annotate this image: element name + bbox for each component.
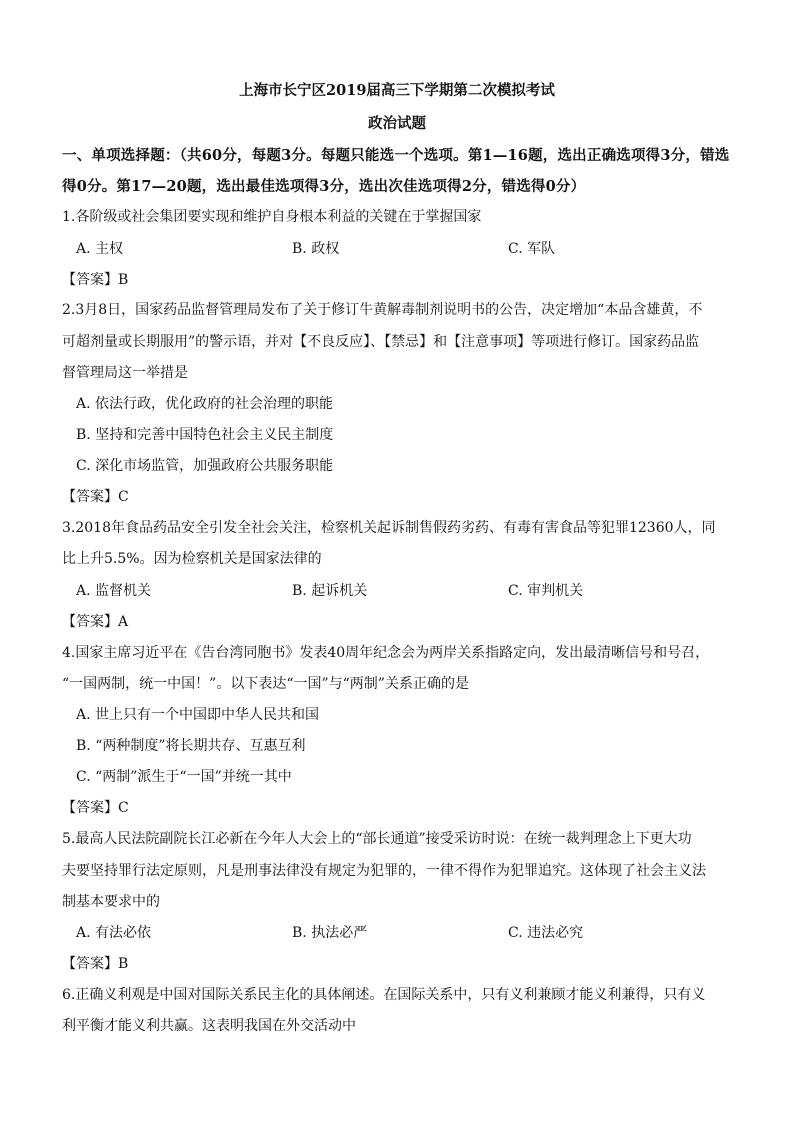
question-2-stem-line-2: 可超剂量或长期服用”的警示语，并对【不良反应】、【禁忌】和【注意事项】等项进行修订。国家药品监 [62, 334, 700, 350]
question-1-options [76, 238, 736, 260]
question-4-stem-line-2: “一国两制，统一中国！”。以下表达“一国”与“两制”关系正确的是 [62, 676, 469, 692]
section-instruction-line-1: 一、单项选择题：（共60分，每题3分。每题只能选一个选项。第1—16题，选出正确选项得3分，错选 [62, 147, 730, 164]
question-1-stem: 1.各阶级或社会集团要实现和维护自身根本利益的关键在于掌握国家 [62, 209, 482, 225]
question-1-option-c: C. 军队 [508, 241, 556, 257]
question-3-option-b: B. 起诉机关 [292, 583, 368, 599]
question-4-answer: 【答案】C [62, 800, 129, 816]
question-4-stem-line-1: 4.国家主席习近平在《告台湾同胞书》发表40周年纪念会为两岸关系指路定向，发出最清晰信号和号召， [62, 645, 710, 661]
question-4-option-a: A. 世上只有一个中国即中华人民共和国 [76, 707, 320, 723]
question-1-option-a: A. 主权 [76, 241, 124, 257]
question-3-stem-line-1: 3.2018年食品药品安全引发全社会关注，检察机关起诉制售假药劣药、有毒有害食品等犯罪12360人，同 [62, 520, 716, 536]
question-5-options [76, 922, 736, 944]
question-5-stem-line-2: 夫要坚持罪行法定原则，凡是刑事法律没有规定为犯罪的，一律不得作为犯罪追究。这体现了社会主义法 [62, 863, 706, 879]
question-1-option-b: B. 政权 [292, 241, 340, 257]
section-instruction-line-2: 得0分。第17—20题，选出最佳选项得3分，选出次佳选项得2分，错选得0分） [62, 178, 586, 195]
question-2-option-b: B. 坚持和完善中国特色社会主义民主制度 [76, 427, 334, 443]
question-3-option-a: A. 监督机关 [76, 583, 152, 599]
question-3-option-c: C. 审判机关 [508, 583, 584, 599]
question-5-stem-line-1: 5.最高人民法院副院长江必新在今年人大会上的“部长通道”接受采访时说：在统一裁判理念上下更大功 [62, 831, 692, 847]
question-5-option-c: C. 违法必究 [508, 925, 584, 941]
question-6-stem-line-2: 利平衡才能义利共赢。这表明我国在外交活动中 [62, 1018, 356, 1034]
question-2-option-c: C. 深化市场监管，加强政府公共服务职能 [76, 458, 334, 474]
question-1-answer: 【答案】B [62, 272, 129, 288]
question-3-stem-line-2: 比上升5.5%。因为检察机关是国家法律的 [62, 551, 322, 567]
document-title: 上海市长宁区2019届高三下学期第二次模拟考试 [239, 82, 555, 99]
question-2-stem-line-3: 督管理局这一举措是 [62, 365, 188, 381]
document-subtitle: 政治试题 [368, 115, 426, 132]
question-5-option-a: A. 有法必依 [76, 925, 152, 941]
question-5-option-b: B. 执法必严 [292, 925, 368, 941]
question-5-answer: 【答案】B [62, 956, 129, 972]
question-4-option-c: C. “两制”派生于“一国”并统一其中 [76, 769, 292, 785]
question-6-stem-line-1: 6.正确义利观是中国对国际关系民主化的具体阐述。在国际关系中，只有义利兼顾才能义利兼得，只有义 [62, 987, 706, 1003]
question-4-option-b: B. “两种制度”将长期共存、互惠互利 [76, 738, 306, 754]
question-3-options [76, 580, 736, 602]
question-2-stem-line-1: 2.3月8日，国家药品监督管理局发布了关于修订牛黄解毒制剂说明书的公告，决定增加“本品含雄黄，不 [62, 302, 703, 318]
question-5-stem-line-3: 制基本要求中的 [62, 894, 160, 910]
question-2-answer: 【答案】C [62, 489, 129, 505]
question-2-option-a: A. 依法行政，优化政府的社会治理的职能 [76, 396, 334, 412]
question-3-answer: 【答案】A [62, 614, 129, 630]
